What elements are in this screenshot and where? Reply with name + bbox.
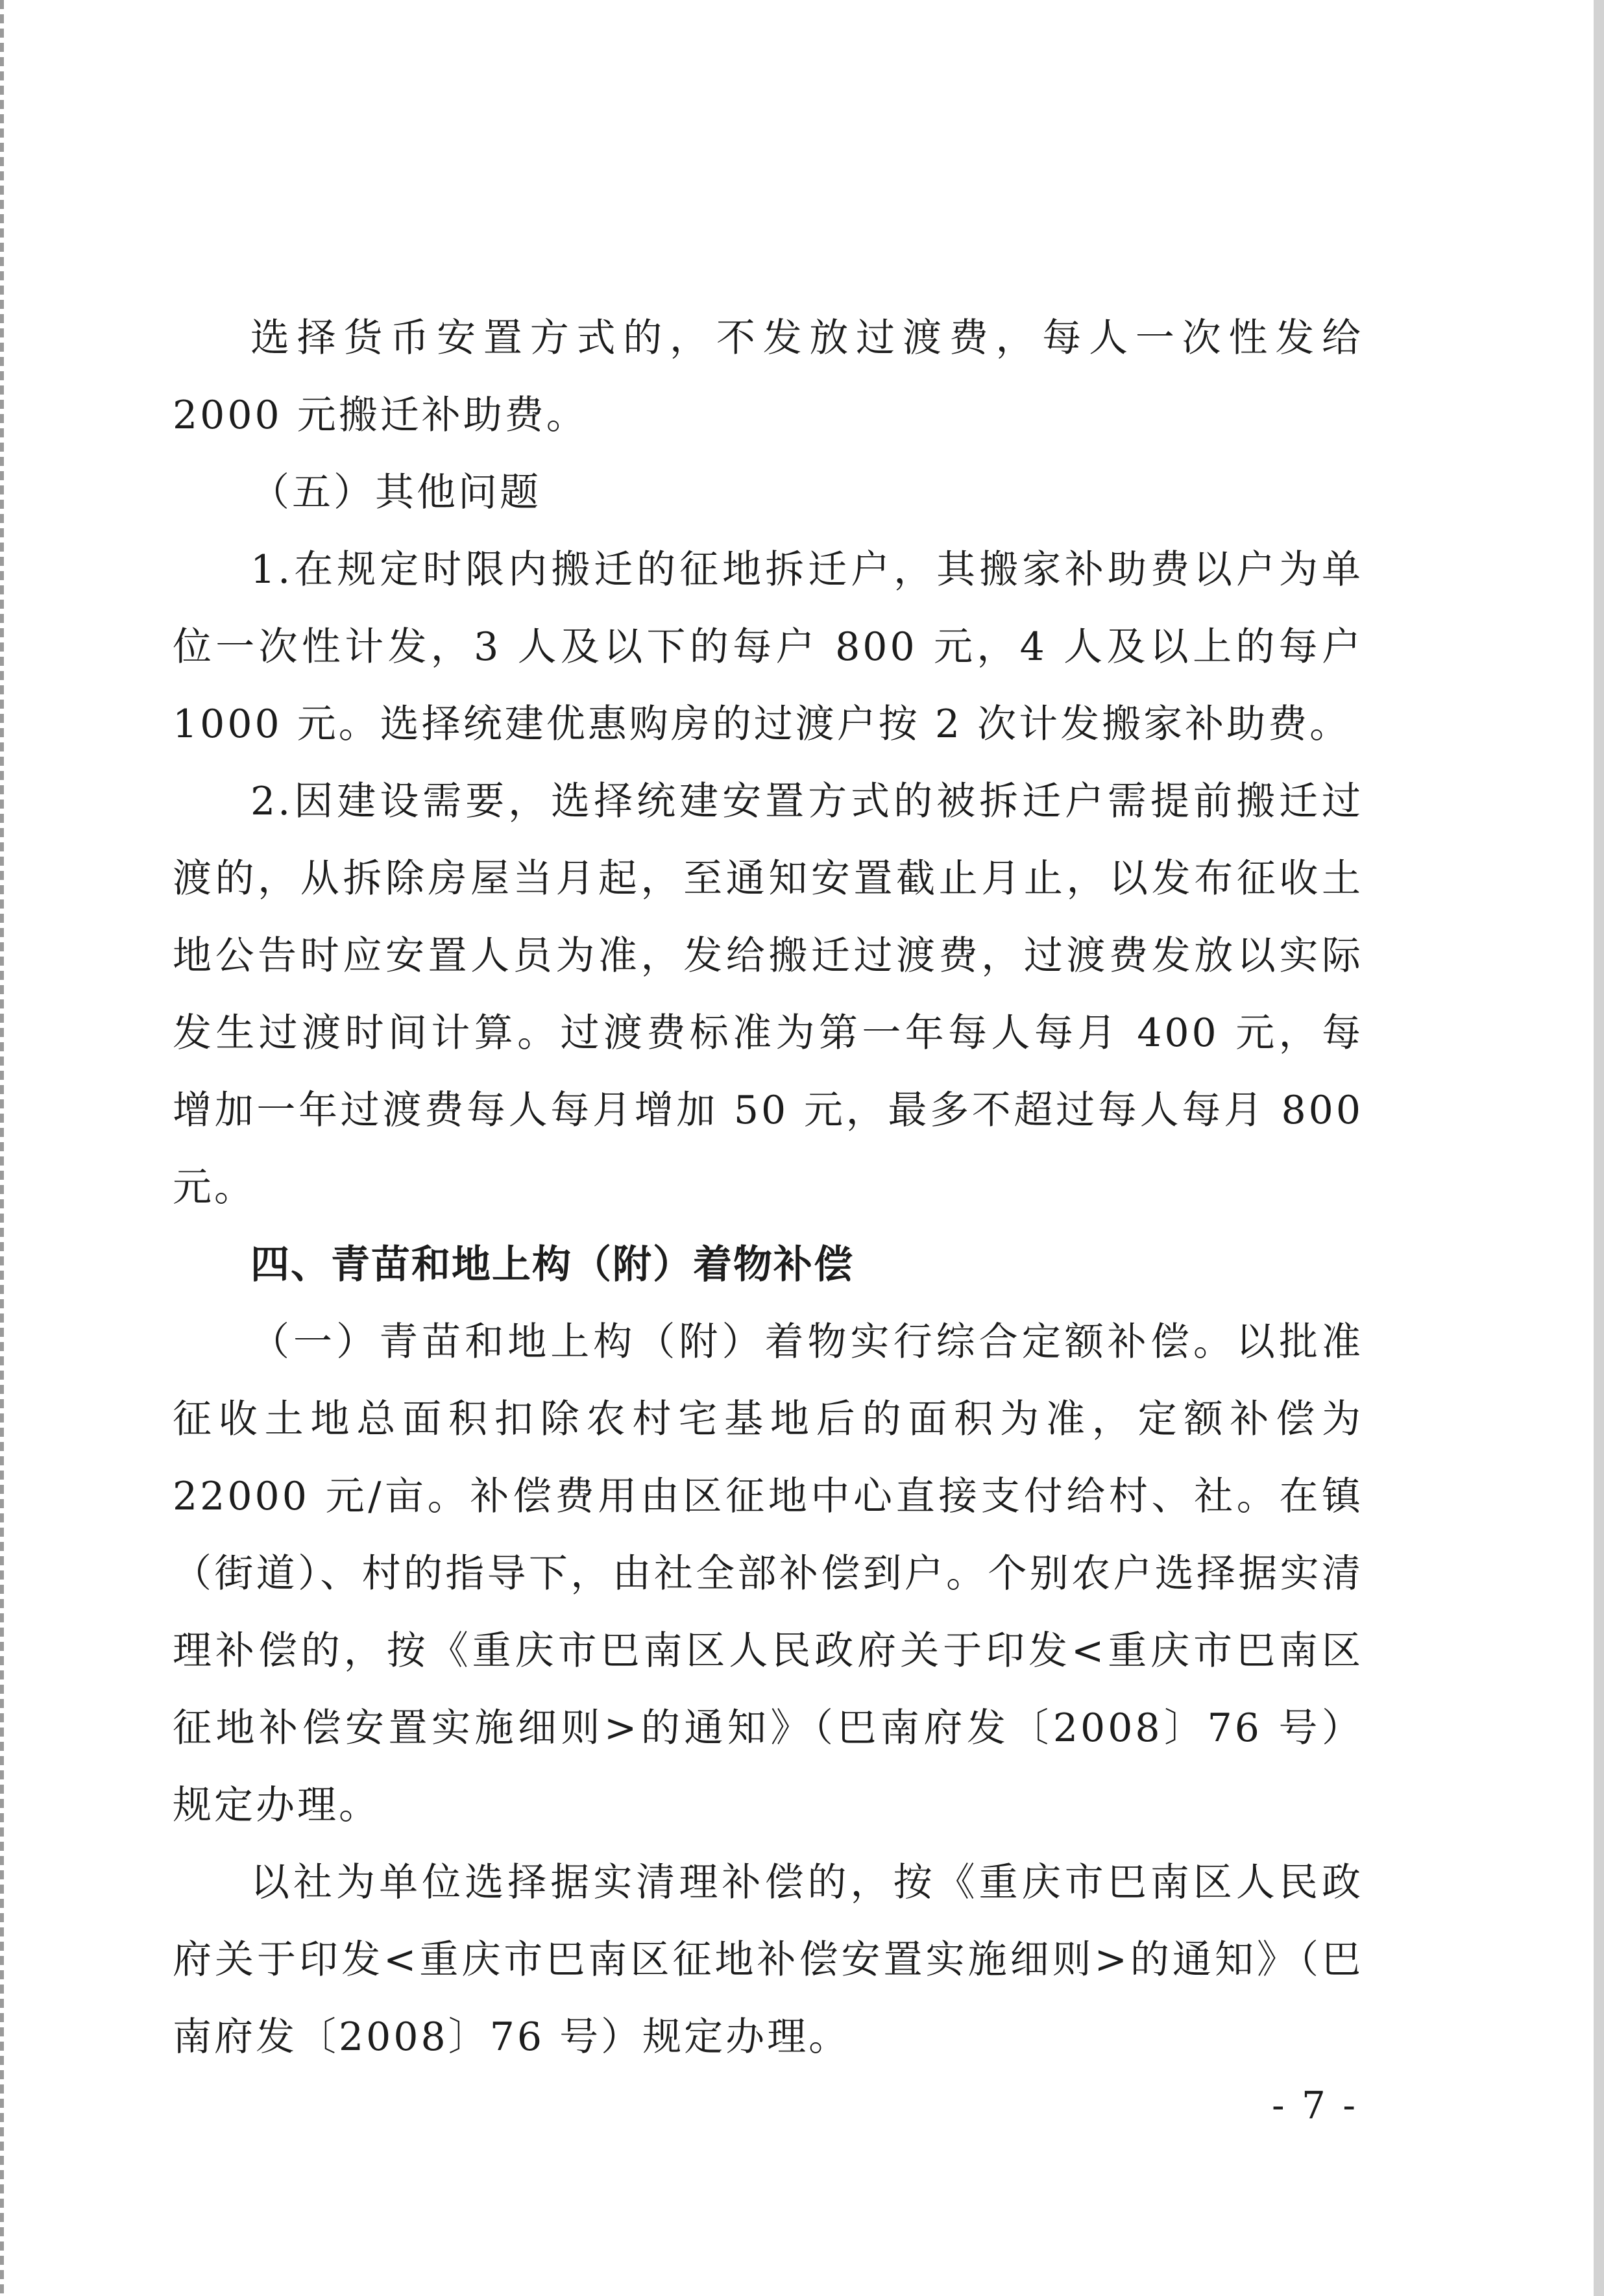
scan-edge-left bbox=[0, 0, 4, 2296]
paragraph-collective-compensation: 以社为单位选择据实清理补偿的，按《重庆市巴南区人民政府关于印发<重庆市巴南区征地补偿安置实施细则>的通知》（巴南府发〔2008〕76 号）规定办理。 bbox=[173, 1860, 1363, 2060]
paragraph-moving-subsidy: 1.在规定时限内搬迁的征地拆迁户，其搬家补助费以户为单位一次性计发，3 人及以下的每户 800 元，4 人及以上的每户 1000 元。选择统建优惠购房的过渡户按 2 次计发搬家补助费。 bbox=[173, 547, 1363, 747]
heading-crop-compensation: 四、青苗和地上构（附）着物补偿 bbox=[250, 1242, 854, 1288]
paragraph-fixed-compensation: （一）青苗和地上构（附）着物实行综合定额补偿。以批准征收土地总面积扣除农村宅基地后的面积为准，定额补偿为 22000 元/亩。补偿费用由区征地中心直接支付给村、社。在镇（街道）、村的指导下，由社全部补偿到户。个别农户选择据实清理补偿的，按《重庆市巴南区人民政府关于印发<重庆市巴南区征地补偿安置实施细则>的通知》（巴南府发〔2008〕76 号）规定办理。 bbox=[173, 1319, 1363, 1828]
section-other-issues: （五）其他问题 bbox=[250, 470, 541, 515]
document-body bbox=[173, 300, 1363, 2076]
page-number: - 7 - bbox=[1272, 2083, 1358, 2127]
paragraph-relocation-subsidy: 选择货币安置方式的，不发放过渡费，每人一次性发给 2000 元搬迁补助费。 bbox=[173, 315, 1363, 438]
scan-edge-right bbox=[1594, 0, 1604, 2296]
paragraph-transition-fee: 2.因建设需要，选择统建安置方式的被拆迁户需提前搬迁过渡的，从拆除房屋当月起，至通知安置截止月止，以发布征收土地公告时应安置人员为准，发给搬迁过渡费，过渡费发放以实际发生过渡时间计算。过渡费标准为第一年每人每月 400 元，每增加一年过渡费每人每月增加 50 元，最多不超过每人每月 800 元。 bbox=[173, 779, 1363, 1210]
